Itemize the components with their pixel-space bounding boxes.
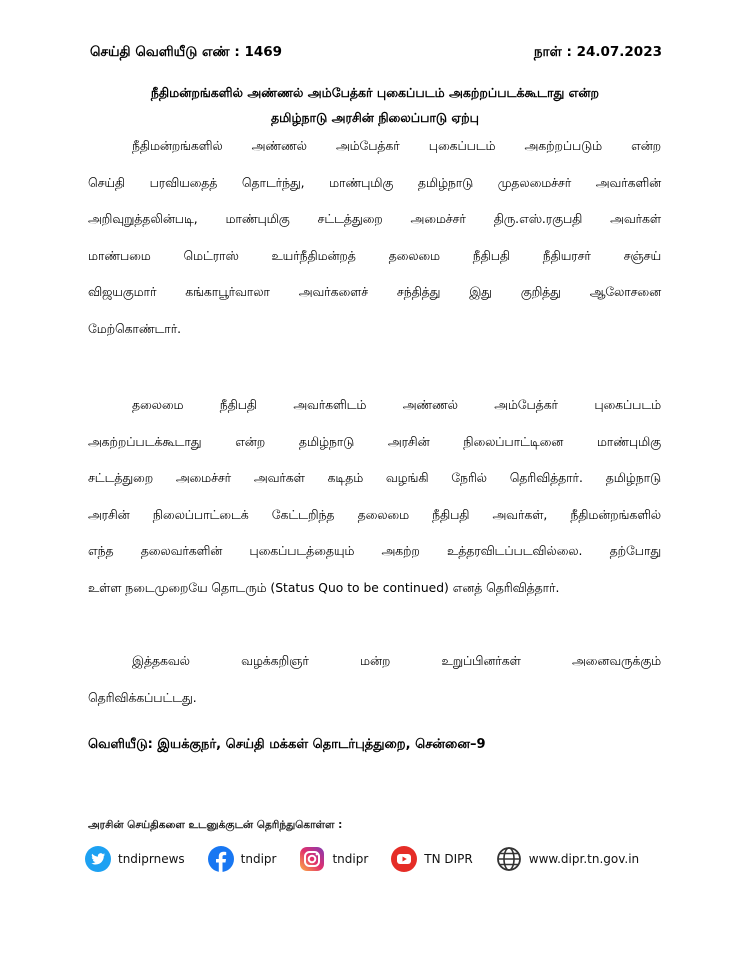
globe-icon [495,845,523,873]
paragraph-line: தலைமை நீதிபதி அவர்களிடம் அண்ணல் அம்பேத்கர் புகைப்படம் [132,398,661,412]
social-label: tndipr [332,852,369,866]
paragraph-line: தெரிவிக்கப்பட்டது. [88,690,197,705]
paragraph-line: விஜயகுமார் கங்காபூர்வாலா அவர்களைச் சந்தித்து இது குறித்து ஆலோசனை [88,285,661,299]
social-link-facebook[interactable] [207,845,277,873]
social-link-twitter[interactable] [84,845,185,873]
social-label: tndipr [240,852,277,866]
twitter-icon [84,845,112,873]
title-line-1: நீதிமன்றங்களில் அண்ணல் அம்பேத்கர் புகைப்படம் அகற்றப்படக்கூடாது என்ற [150,85,600,100]
paragraph-line: எந்த தலைவர்களின் புகைப்படத்தையும் அகற்ற உத்தரவிடப்படவில்லை. தற்போது [88,544,661,558]
paragraph-line: மேற்கொண்டார். [88,321,182,336]
paragraph-line: நீதிமன்றங்களில் அண்ணல் அம்பேத்கர் புகைப்படம் அகற்றப்படும் என்ற [132,139,661,153]
paragraph-line: மாண்பமை மெட்ராஸ் உயர்நீதிமன்றத் தலைமை நீதிபதி நீதியரசர் சஞ்சய் [88,248,661,263]
social-link-instagram[interactable] [298,845,368,873]
social-label: tndiprnews [118,852,185,866]
social-link-website[interactable] [495,845,639,873]
paragraph-line: செய்தி பரவியதைத் தொடர்ந்து, மாண்புமிகு தமிழ்நாடு முதலமைச்சர் அவர்களின் [88,175,661,190]
release-number: செய்தி வெளியீடு எண் : 1469 [90,44,283,60]
paragraph-line: அகற்றப்படக்கூடாது என்ற தமிழ்நாடு அரசின் நிலைப்பாட்டினை மாண்புமிகு [88,434,661,449]
page-title [80,80,670,130]
paragraph-1 [88,128,661,347]
social-link-youtube[interactable] [390,845,472,873]
instagram-icon [298,845,326,873]
paragraph-line: அறிவுறுத்தலின்படி, மாண்புமிகு சட்டத்துறை அமைச்சர் திரு.எஸ்.ரகுபதி அவர்கள் [88,212,661,226]
title-line-2: தமிழ்நாடு அரசின் நிலைப்பாடு ஏற்பு [271,110,479,125]
paragraph-2 [88,387,661,606]
paragraph-line: இத்தகவல் வழக்கறிஞர் மன்ற உறுப்பினர்கள் அனைவருக்கும் [132,654,661,668]
social-links [84,843,661,875]
paragraph-line: உள்ள நடைமுறையே தொடரும் (Status Quo to be continued) எனத் தெரிவித்தார். [88,580,560,595]
youtube-icon [390,845,418,873]
release-date: நாள் : 24.07.2023 [533,44,662,60]
paragraph-line: சட்டத்துறை அமைச்சர் அவர்கள் கடிதம் வழங்கி நேரில் தெரிவித்தார். தமிழ்நாடு [88,471,661,485]
paragraph-3 [88,643,661,716]
social-label: TN DIPR [424,852,473,866]
release-by: வெளியீடு: இயக்குநர், செய்தி மக்கள் தொடர்புத்துறை, சென்னை–9 [88,737,486,752]
follow-text: அரசின் செய்திகளை உடனுக்குடன் தெரிந்துகொள்ள : [88,819,343,831]
facebook-icon [207,845,235,873]
social-label: www.dipr.tn.gov.in [528,852,640,866]
paragraph-line: அரசின் நிலைப்பாட்டைக் கேட்டறிந்த தலைமை நீதிபதி அவர்கள், நீதிமன்றங்களில் [88,507,661,522]
